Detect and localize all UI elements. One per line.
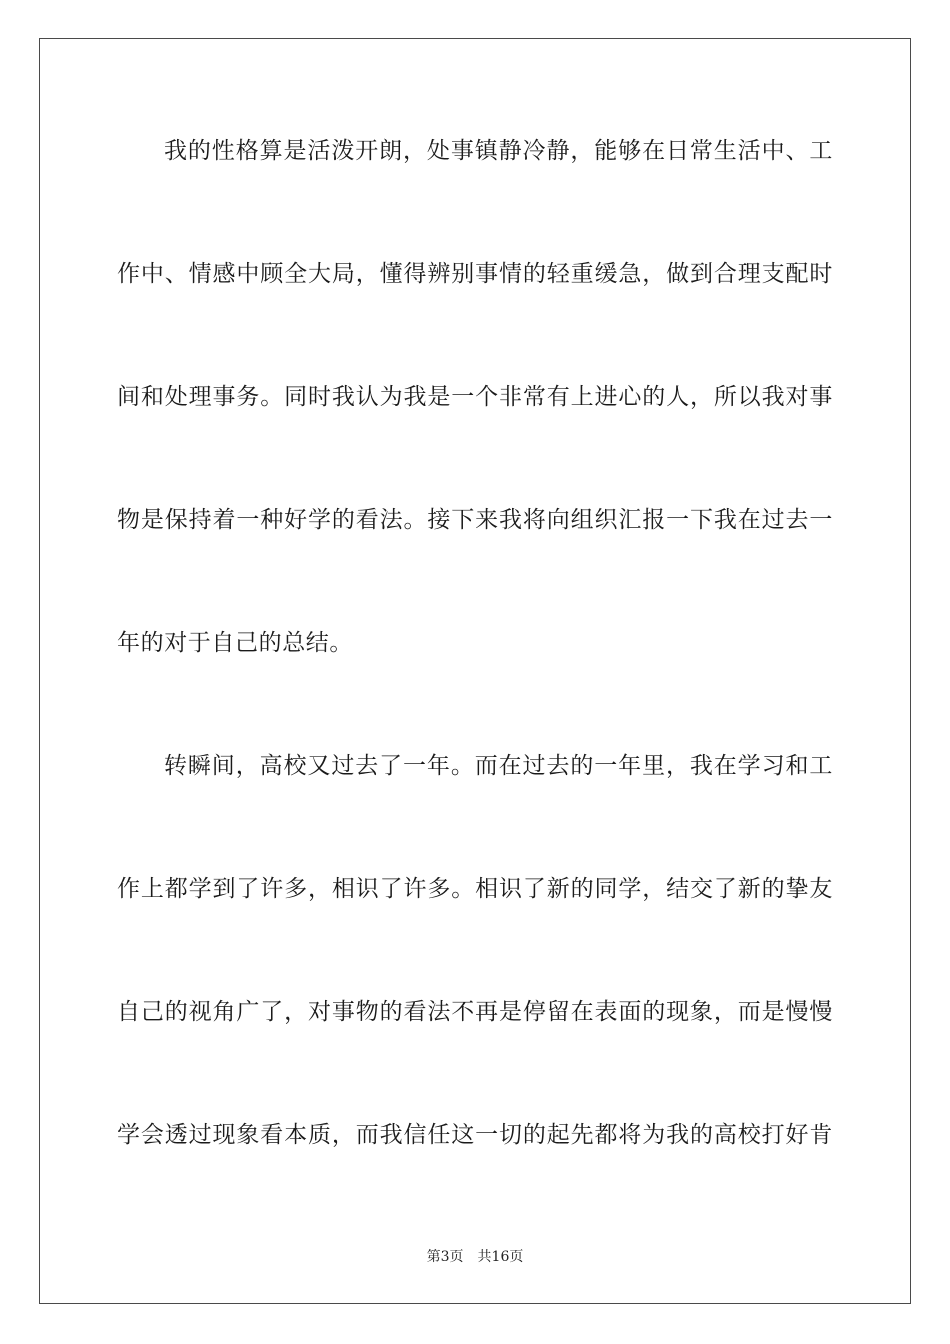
paragraph-1-line-4: 物是保持着一种好学的看法。接下来我将向组织汇报一下我在过去一 — [117, 507, 833, 533]
paragraph-2-line-3: 自己的视角广了，对事物的看法不再是停留在表面的现象，而是慢慢 — [117, 999, 833, 1025]
page-number: 第3页 — [426, 1249, 464, 1265]
paragraph-2-line-2: 作上都学到了许多，相识了许多。相识了新的同学，结交了新的挚友 — [117, 876, 833, 902]
paragraph-2-line-4: 学会透过现象看本质，而我信任这一切的起先都将为我的高校打好肯 — [117, 1122, 833, 1148]
paragraph-1-line-3: 间和处理事务。同时我认为我是一个非常有上进心的人，所以我对事 — [117, 384, 833, 410]
page-border — [39, 38, 911, 1304]
page-total: 共16页 — [477, 1249, 524, 1265]
paragraph-1-line-2: 作中、情感中顾全大局，懂得辨别事情的轻重缓急，做到合理支配时 — [117, 261, 833, 287]
page-footer — [0, 1248, 950, 1266]
paragraph-1-line-5: 年的对于自己的总结。 — [117, 630, 353, 656]
paragraph-2-line-1: 转瞬间，高校又过去了一年。而在过去的一年里，我在学习和工 — [164, 753, 833, 779]
paragraph-1-line-1: 我的性格算是活泼开朗，处事镇静冷静，能够在日常生活中、工 — [164, 138, 833, 164]
